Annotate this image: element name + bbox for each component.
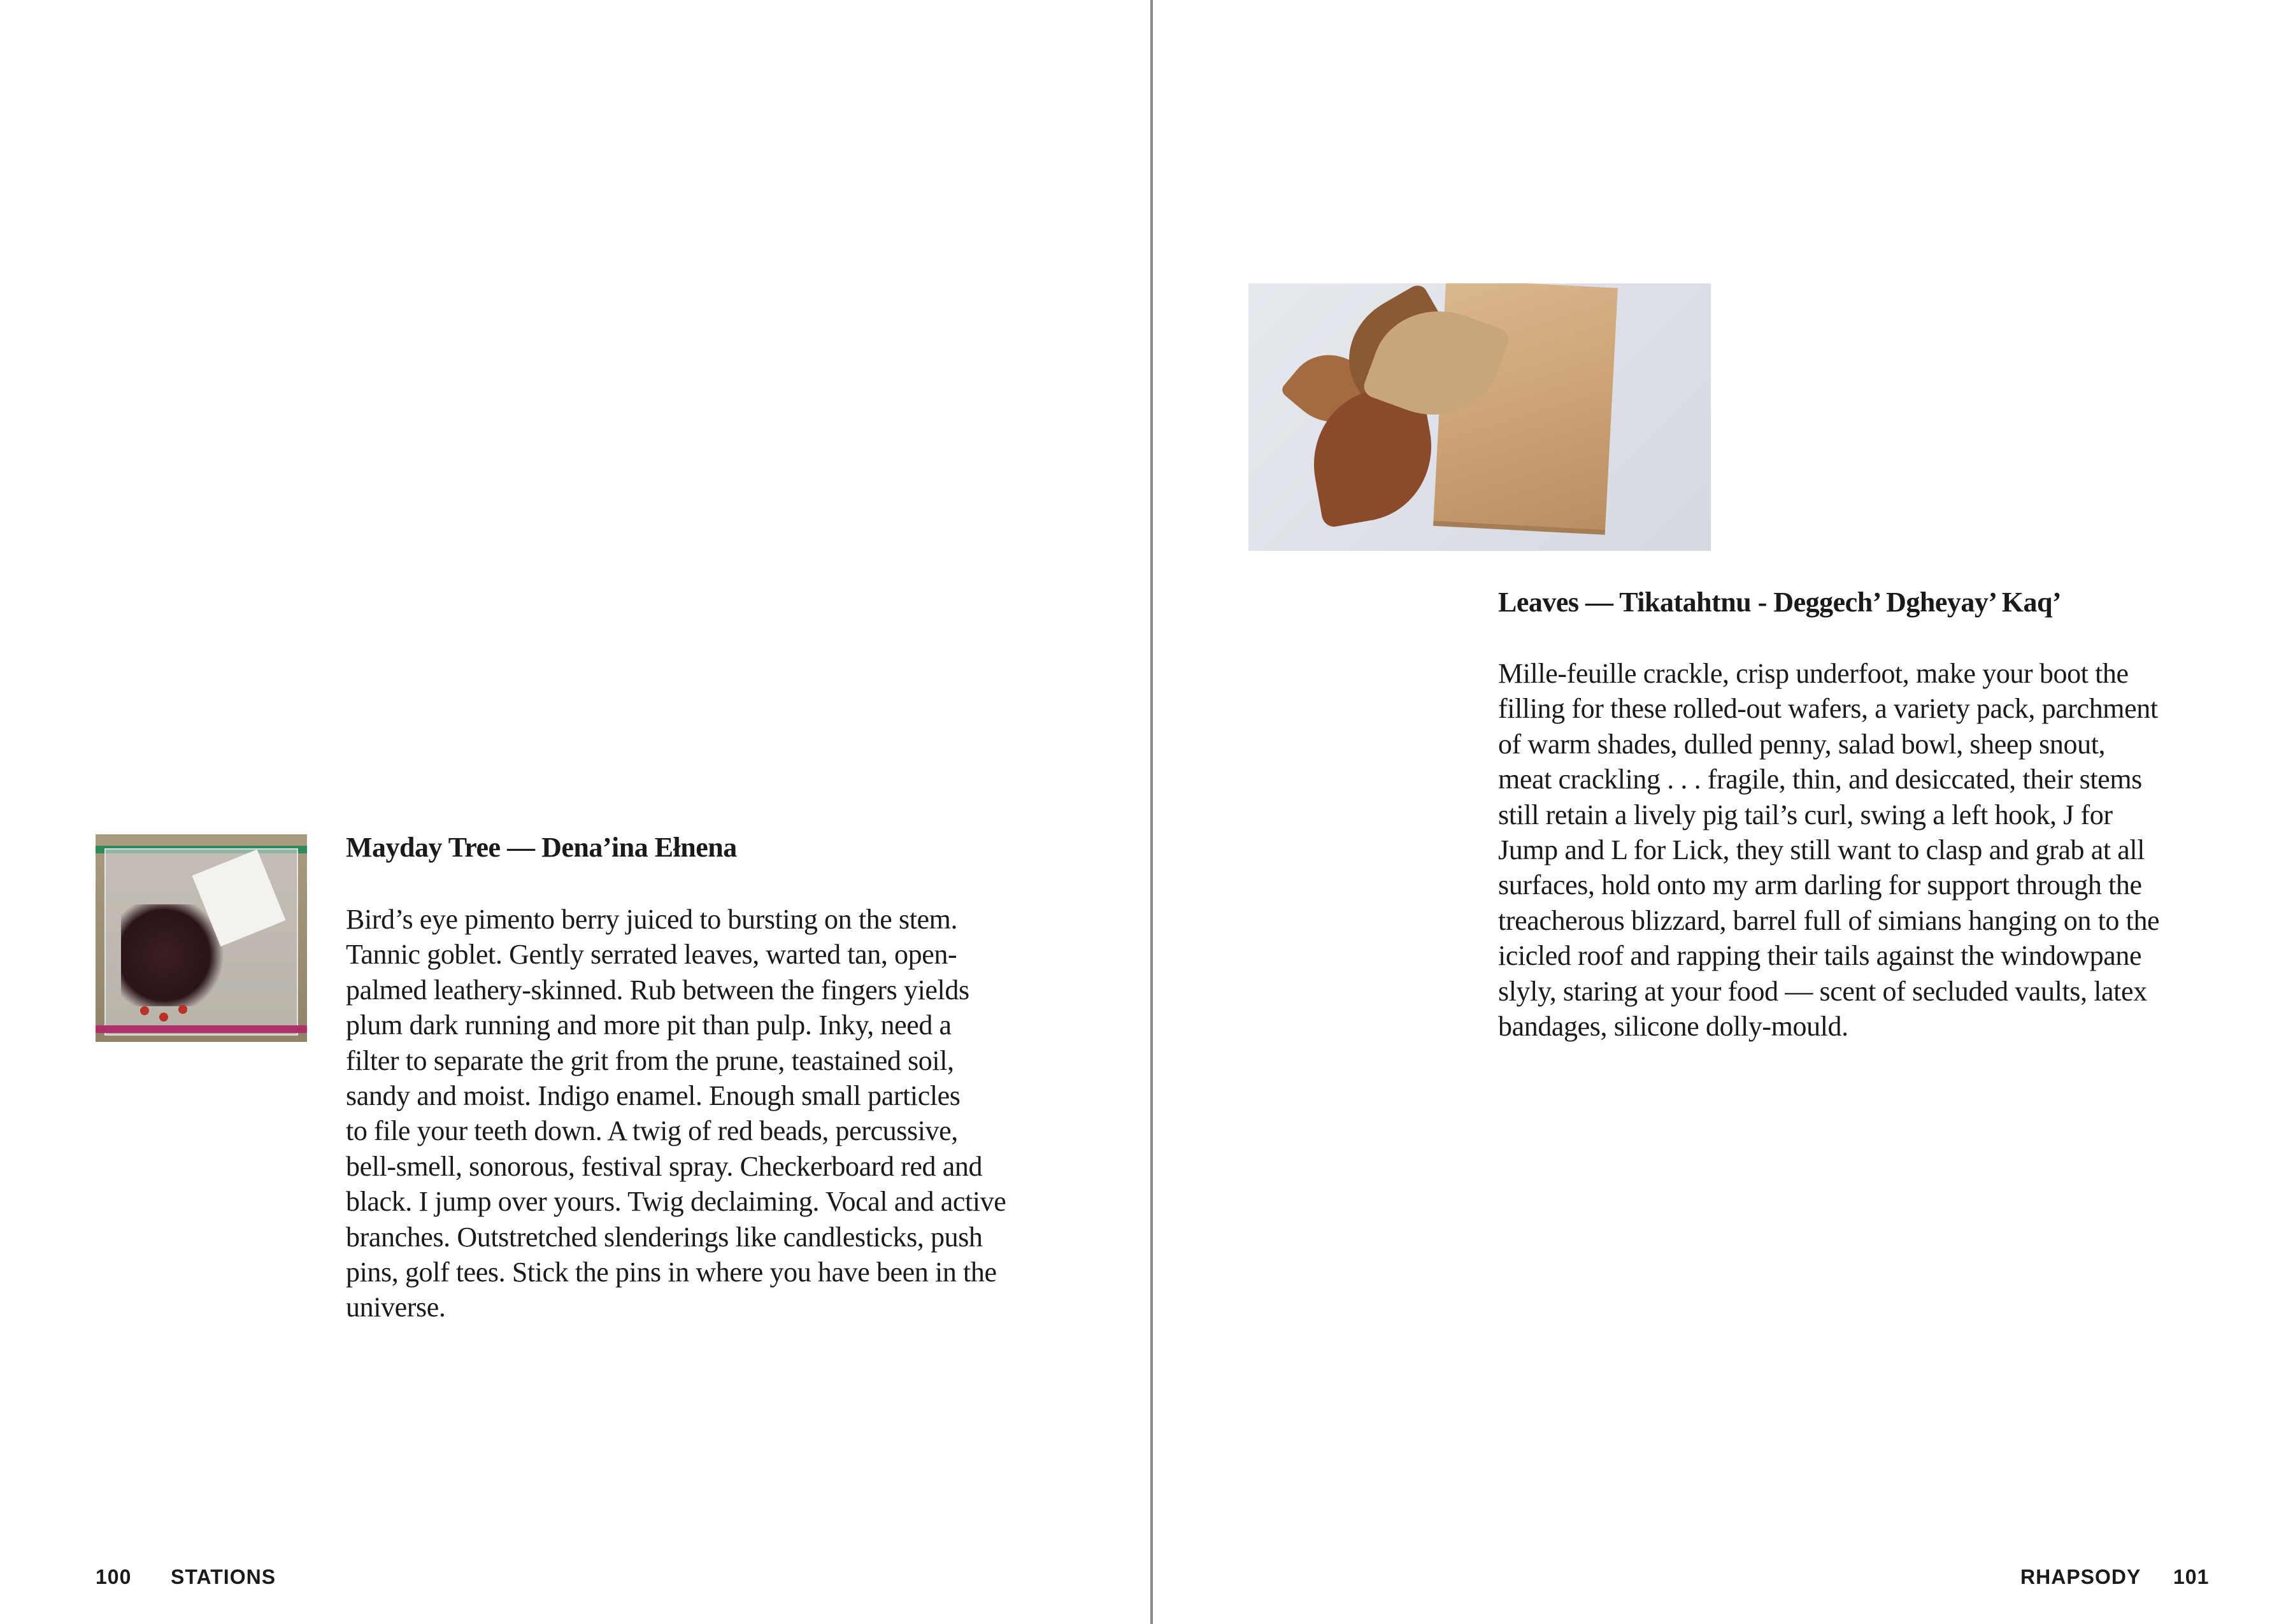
body-line: pins, golf tees. Stick the pins in where you have been in the [346,1257,997,1288]
red-berry [159,1013,168,1022]
running-section-title: RHAPSODY [2020,1565,2141,1588]
body-line: palmed leathery-skinned. Rub between the fingers yields [346,974,969,1006]
body-line: Mille-feuille crackle, crisp underfoot, make your boot the [1498,658,2129,689]
entry-title: Mayday Tree — Dena’ina Ełnena [346,832,737,863]
entry-body [1498,656,2159,1044]
body-line: filter to separate the grit from the prune, teastained soil, [346,1044,954,1076]
leaves-photo [1248,283,1711,551]
body-line: Bird’s eye pimento berry juiced to bursting on the stem. [346,904,958,935]
red-berry [140,1006,149,1015]
page-number: 101 [2173,1565,2210,1588]
entry-title: Leaves — Tikatahtnu - Deggech’ Dgheyay’ Kaq’ [1498,587,2062,618]
body-line: treacherous blizzard, barrel full of simians hanging on to the [1498,904,2160,936]
body-line: icicled roof and rapping their tails against the windowpane [1498,940,2142,972]
body-line: still retain a lively pig tail’s curl, swing a left hook, J for [1498,799,2113,830]
gutter-divider [1150,0,1153,1624]
body-line: bandages, silicone dolly-mould. [1498,1011,1848,1043]
body-line: black. I jump over yours. Twig declaiming. Vocal and active [346,1186,1006,1218]
body-line: bell-smell, sonorous, festival spray. Checkerboard red and [346,1150,983,1182]
running-section-title: STATIONS [171,1565,276,1588]
body-line: branches. Outstretched slenderings like candlesticks, push [346,1221,983,1253]
red-berry [178,1005,187,1014]
berry-bag-photo [96,834,307,1042]
body-line: Jump and L for Lick, they still want to clasp and grab at all [1498,834,2145,866]
body-line: of warm shades, dulled penny, salad bowl, sheep snout, [1498,728,2106,760]
body-line: plum dark running and more pit than pulp. Inky, need a [346,1009,952,1041]
body-line: universe. [346,1292,446,1323]
bag-seal-bottom [96,1025,307,1033]
body-line: to file your teeth down. A twig of red beads, percussive, [346,1115,958,1147]
page-number: 100 [96,1565,132,1588]
body-line: meat crackling . . . fragile, thin, and desiccated, their stems [1498,764,2142,795]
entry-body [346,902,1006,1325]
body-line: Tannic goblet. Gently serrated leaves, warted tan, open- [346,939,957,971]
body-line: slyly, staring at your food — scent of secluded vaults, latex [1498,975,2147,1007]
body-line: filling for these rolled-out wafers, a variety pack, parchment [1498,693,2158,725]
body-line: surfaces, hold onto my arm darling for support through the [1498,869,2142,901]
body-line: sandy and moist. Indigo enamel. Enough small particles [346,1080,961,1112]
